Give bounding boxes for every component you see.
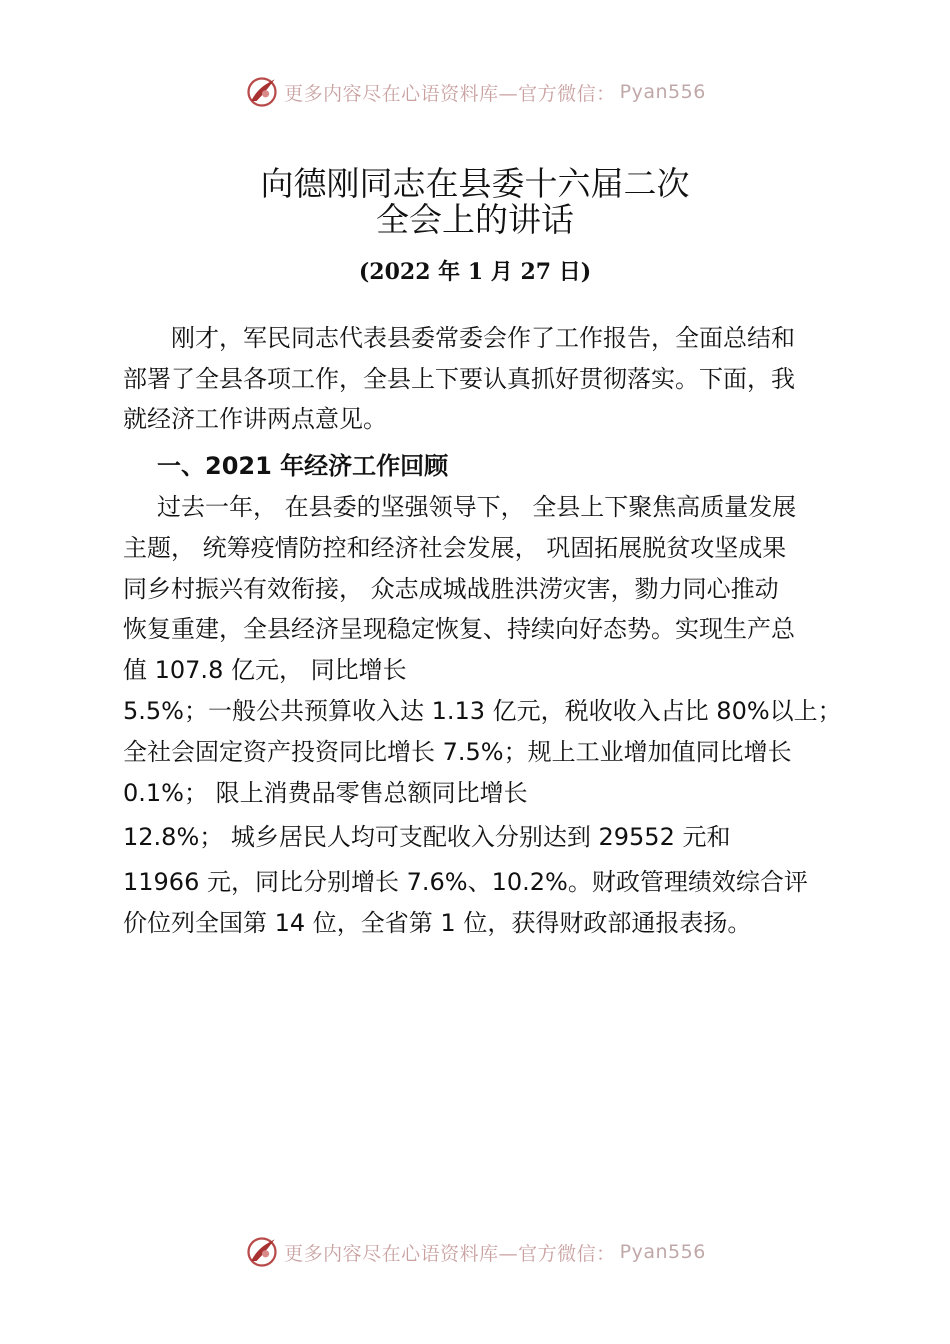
body-line: 过去一年， 在县委的坚强领导下， 全县上下聚焦高质量发展 xyxy=(157,493,797,521)
body-line: 同乡村振兴有效衔接， 众志成城战胜洪涝灾害，勠力同心推动 xyxy=(123,574,779,603)
document-date: (2022 年 1 月 27 日) xyxy=(358,259,592,285)
document-title xyxy=(0,166,950,238)
body-line: 全社会固定资产投资同比增长 7.5%；规上工业增加值同比增长 xyxy=(123,737,792,766)
watermark-text: 更多内容尽在心语资料库—官方微信： xyxy=(284,1242,616,1265)
section-body xyxy=(123,487,843,944)
body-line: 0.1%； 限上消费品零售总额同比增长 xyxy=(123,778,528,807)
watermark-text: 更多内容尽在心语资料库—官方微信： xyxy=(284,82,616,105)
watermark-logo-icon xyxy=(244,74,280,110)
watermark-account: Pyan556 xyxy=(619,81,706,103)
body-line: 恢复重建，全县经济呈现稳定恢复、持续向好态势。实现生产总 xyxy=(123,615,795,644)
body-line: 值 107.8 亿元， 同比增长 xyxy=(123,656,407,685)
intro-line: 部署了全县各项工作，全县上下要认真抓好贯彻落实。下面，我 xyxy=(123,364,795,393)
title-line-2: 全会上的讲话 xyxy=(376,200,574,239)
body-line: 5.5%；一般公共预算收入达 1.13 亿元，税收收入占比 80%以上； xyxy=(123,696,842,725)
intro-paragraph xyxy=(123,318,843,440)
body-line: 主题， 统筹疫情防控和经济社会发展， 巩固拓展脱贫攻坚成果 xyxy=(123,533,787,562)
section-heading: 一、2021 年经济工作回顾 xyxy=(157,452,449,480)
watermark-logo-icon xyxy=(244,1234,280,1270)
title-line-1: 向德刚同志在县委十六届二次 xyxy=(260,164,690,203)
body-line: 12.8%； 城乡居民人均可支配收入分别达到 29552 元和 xyxy=(123,823,731,852)
watermark-account: Pyan556 xyxy=(619,1241,706,1263)
watermark-banner-top xyxy=(0,72,950,112)
intro-line: 就经济工作讲两点意见。 xyxy=(123,405,387,433)
intro-line: 刚才，军民同志代表县委常委会作了工作报告，全面总结和 xyxy=(171,324,795,352)
body-line: 价位列全国第 14 位，全省第 1 位，获得财政部通报表扬。 xyxy=(123,908,752,937)
body-line: 11966 元，同比分别增长 7.6%、10.2%。财政管理绩效综合评 xyxy=(123,868,808,897)
watermark-banner-bottom xyxy=(0,1232,950,1272)
